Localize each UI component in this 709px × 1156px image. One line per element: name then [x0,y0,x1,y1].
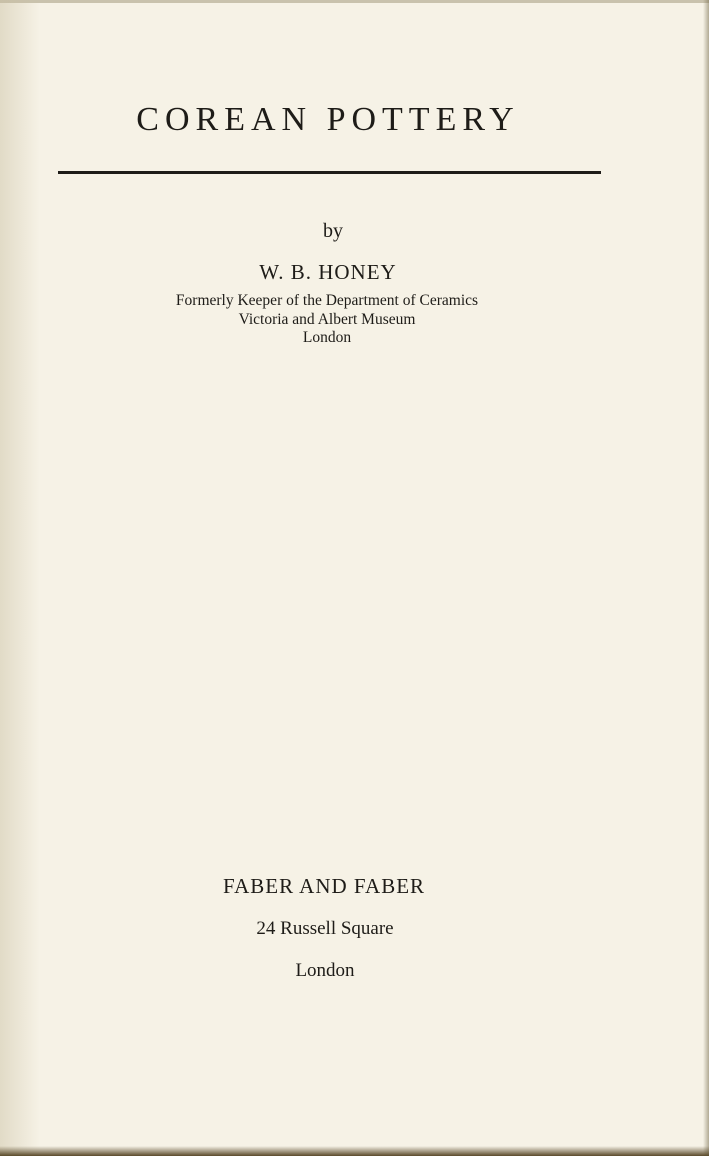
publisher-name: FABER AND FABER [222,874,426,898]
by-line: by [323,220,343,242]
author-name: W. B. HONEY [259,260,397,284]
author-affiliation-line: London [302,329,352,346]
page-right-shade [703,0,709,1156]
title-rule [58,171,601,174]
publisher-address: 24 Russell Square [256,918,394,939]
page-bottom-edge [0,1146,709,1156]
author-affiliation-line: Victoria and Albert Museum [238,311,416,328]
publisher-city: London [295,960,355,981]
author-affiliation-line: Formerly Keeper of the Department of Ceramics [175,292,479,309]
book-title: COREAN POTTERY [136,101,520,138]
page-top-edge [0,0,709,3]
